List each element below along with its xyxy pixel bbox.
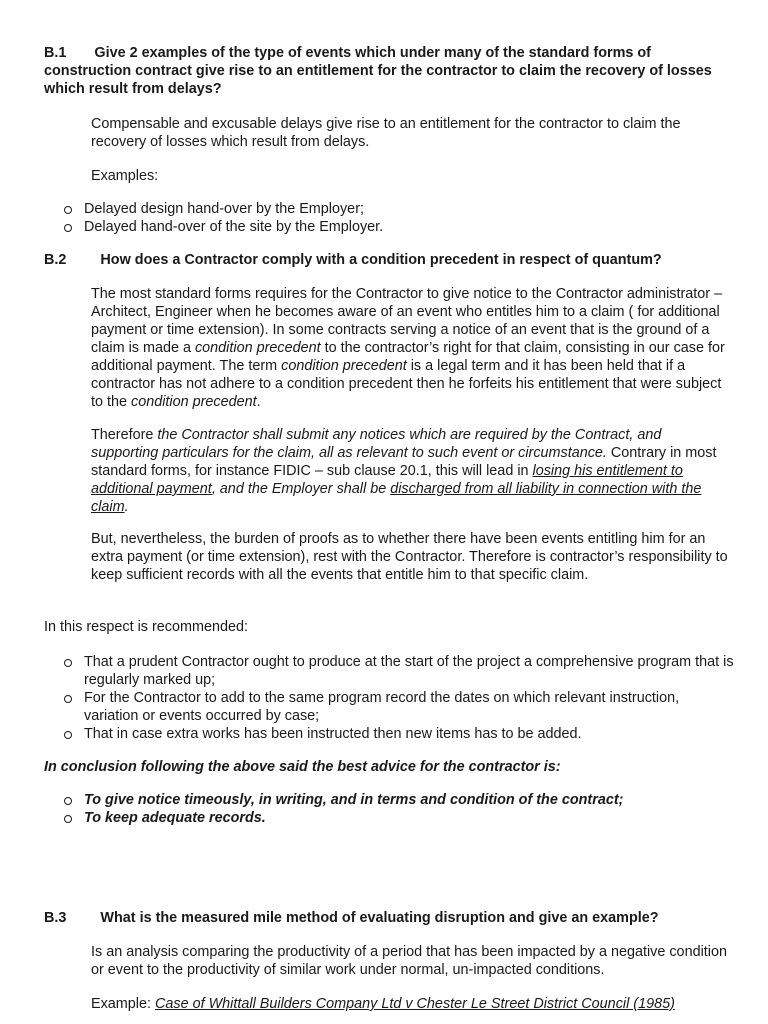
example-case-link: Case of Whittall Builders Company Ltd v Chester Le Street District Council (1985) <box>155 996 675 1012</box>
question-b2 <box>44 251 734 269</box>
list-item: For the Contractor to add to the same program record the dates on which relevant instruction, variation or events occurred by case; <box>64 689 734 725</box>
examples-list <box>64 200 734 236</box>
b2-paragraph-1: The most standard forms requires for the Contractor to give notice to the Contractor administrator – Architect, Engineer when he becomes aware of an event who entitles him to a claim ( for additional payment or time extension). In some contracts serving a notice of an event that is the ground of a claim is made a condition precedent to the contractor’s right for that claim, consisting in our case for additional payment. The term condition precedent is a legal term and it has been held that if a contractor has not adhere to a condition precedent then he forfeits his entitlement that were subject to the condition precedent. <box>91 286 725 410</box>
answer-b1: Compensable and excusable delays give rise to an entitlement for the contractor to claim the recovery of losses which result from delays. <box>91 116 681 150</box>
question-number: B.3 <box>44 910 67 926</box>
question-b3 <box>44 909 734 927</box>
circle-bullet-icon <box>64 206 72 214</box>
advice-list <box>64 791 734 827</box>
list-item: To give notice timeously, in writing, and in terms and condition of the contract; <box>64 791 734 809</box>
list-item: To keep adequate records. <box>64 809 734 827</box>
conclusion-text: In conclusion following the above said the best advice for the contractor is: <box>44 759 561 775</box>
example-label: Example: <box>91 996 155 1012</box>
list-item: Delayed design hand-over by the Employer; <box>64 200 734 218</box>
question-text: How does a Contractor comply with a condition precedent in respect of quantum? <box>100 252 662 268</box>
circle-bullet-icon <box>64 797 72 805</box>
question-number: B.1 <box>44 45 67 61</box>
list-item: Delayed hand-over of the site by the Employer. <box>64 218 734 236</box>
circle-bullet-icon <box>64 224 72 232</box>
recommendations-list <box>64 653 734 743</box>
recommended-label: In this respect is recommended: <box>44 619 248 635</box>
question-text: What is the measured mile method of evaluating disruption and give an example? <box>100 910 659 926</box>
circle-bullet-icon <box>64 659 72 667</box>
list-item: That a prudent Contractor ought to produce at the start of the project a comprehensive program that is regularly marked up; <box>64 653 734 689</box>
circle-bullet-icon <box>64 731 72 739</box>
question-number: B.2 <box>44 252 67 268</box>
question-b1 <box>44 44 734 98</box>
examples-label: Examples: <box>91 168 159 184</box>
list-item: That in case extra works has been instructed then new items has to be added. <box>64 725 734 743</box>
circle-bullet-icon <box>64 815 72 823</box>
answer-b3: Is an analysis comparing the productivity of a period that has been impacted by a negative condition or event to the productivity of similar work under normal, un-impacted conditions. <box>91 944 727 978</box>
question-text: Give 2 examples of the type of events which under many of the standard forms of construction contract give rise to an entitlement for the contractor to claim the recovery of losses which result from delays? <box>44 45 712 97</box>
b3-example <box>91 995 731 1013</box>
b2-paragraph-3: But, nevertheless, the burden of proofs as to whether there have been events entitling him for an extra payment (or time extension), rest with the Contractor. Therefore is contractor’s responsibility to keep sufficient records with all the events that entitle him to that specific claim. <box>91 531 728 583</box>
b2-paragraph-2: Therefore the Contractor shall submit any notices which are required by the Contract, and supporting particulars for the claim, all as relevant to such event or circumstance. Contrary in most standard forms, for instance FIDIC – sub clause 20.1, this will lead in losing his entitlement to additional payment, and the Employer shall be discharged from all liability in connection with the claim. <box>91 427 717 515</box>
circle-bullet-icon <box>64 695 72 703</box>
